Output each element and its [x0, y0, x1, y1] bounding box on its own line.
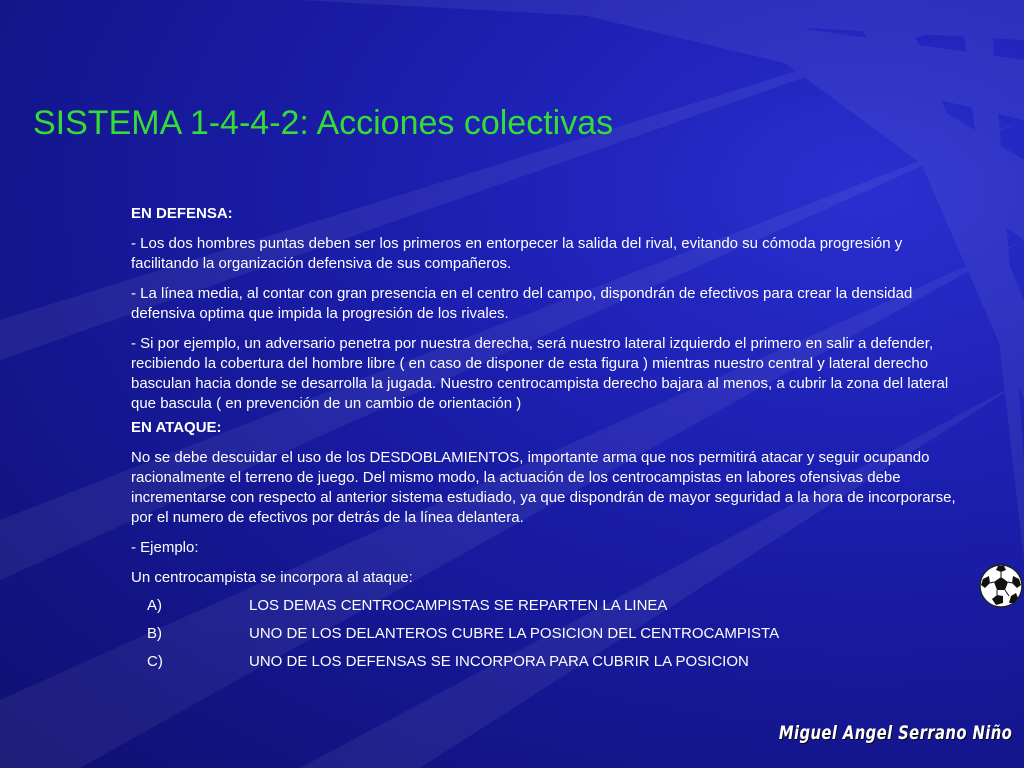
option-key: A): [147, 597, 162, 614]
option-text: UNO DE LOS DEFENSAS SE INCORPORA PARA CUBRIR LA POSICION: [249, 653, 749, 670]
list-item: [131, 592, 971, 620]
option-text: LOS DEMAS CENTROCAMPISTAS SE REPARTEN LA LINEA: [249, 597, 668, 614]
attack-paragraph: No se debe descuidar el uso de los DESDOBLAMIENTOS, importante arma que nos permitirá atacar y seguir ocupando racionalmente el terreno de juego. Del mismo modo, la actuación de los centrocampistas en labores ofensivas debe incrementarse con respecto al anterior sistema estudiado, ya que dispondrán de mayor seguridad a la hora de incorporarse, por el numero de efectivos por detrás de la línea delantera.: [131, 449, 956, 526]
list-item: [131, 620, 971, 648]
defense-point-2: - La línea media, al contar con gran presencia en el centro del campo, dispondrán de efectivos para crear la densidad defensiva optima que impida la progresión de los rivales.: [131, 285, 913, 322]
option-text: UNO DE LOS DELANTEROS CUBRE LA POSICION DEL CENTROCAMPISTA: [249, 625, 780, 642]
example-intro: Un centrocampista se incorpora al ataque:: [131, 569, 413, 586]
defense-point-3: - Si por ejemplo, un adversario penetra por nuestra derecha, será nuestro lateral izquierdo el primero en salir a defender, recibiendo la cobertura del hombre libre ( en caso de disponer de esta figura ) mientras nuestro central y lateral derecho basculan hacia donde se desarrolla la jugada. Nuestro centrocampista derecho bajara al menos, a cubrir la zona del lateral que bascula ( en prevención de un cambio de orientación ): [131, 335, 949, 412]
defense-point-1: - Los dos hombres puntas deben ser los primeros en entorpecer la salida del rival, evitando su cómoda progresión y facilitando la organización defensiva de sus compañeros.: [131, 235, 903, 272]
list-item: [131, 648, 971, 676]
defense-heading: EN DEFENSA:: [131, 205, 233, 222]
slide-content: [131, 204, 971, 676]
attack-heading: EN ATAQUE:: [131, 419, 222, 436]
soccer-ball-icon: [978, 563, 1024, 609]
option-key: B): [147, 625, 162, 642]
example-label: - Ejemplo:: [131, 539, 199, 556]
slide-title: SISTEMA 1-4-4-2: Acciones colectivas: [33, 104, 614, 142]
author-signature: Miguel Angel Serrano Niño: [778, 722, 1012, 744]
options-list: [131, 592, 971, 676]
option-key: C): [147, 653, 163, 670]
